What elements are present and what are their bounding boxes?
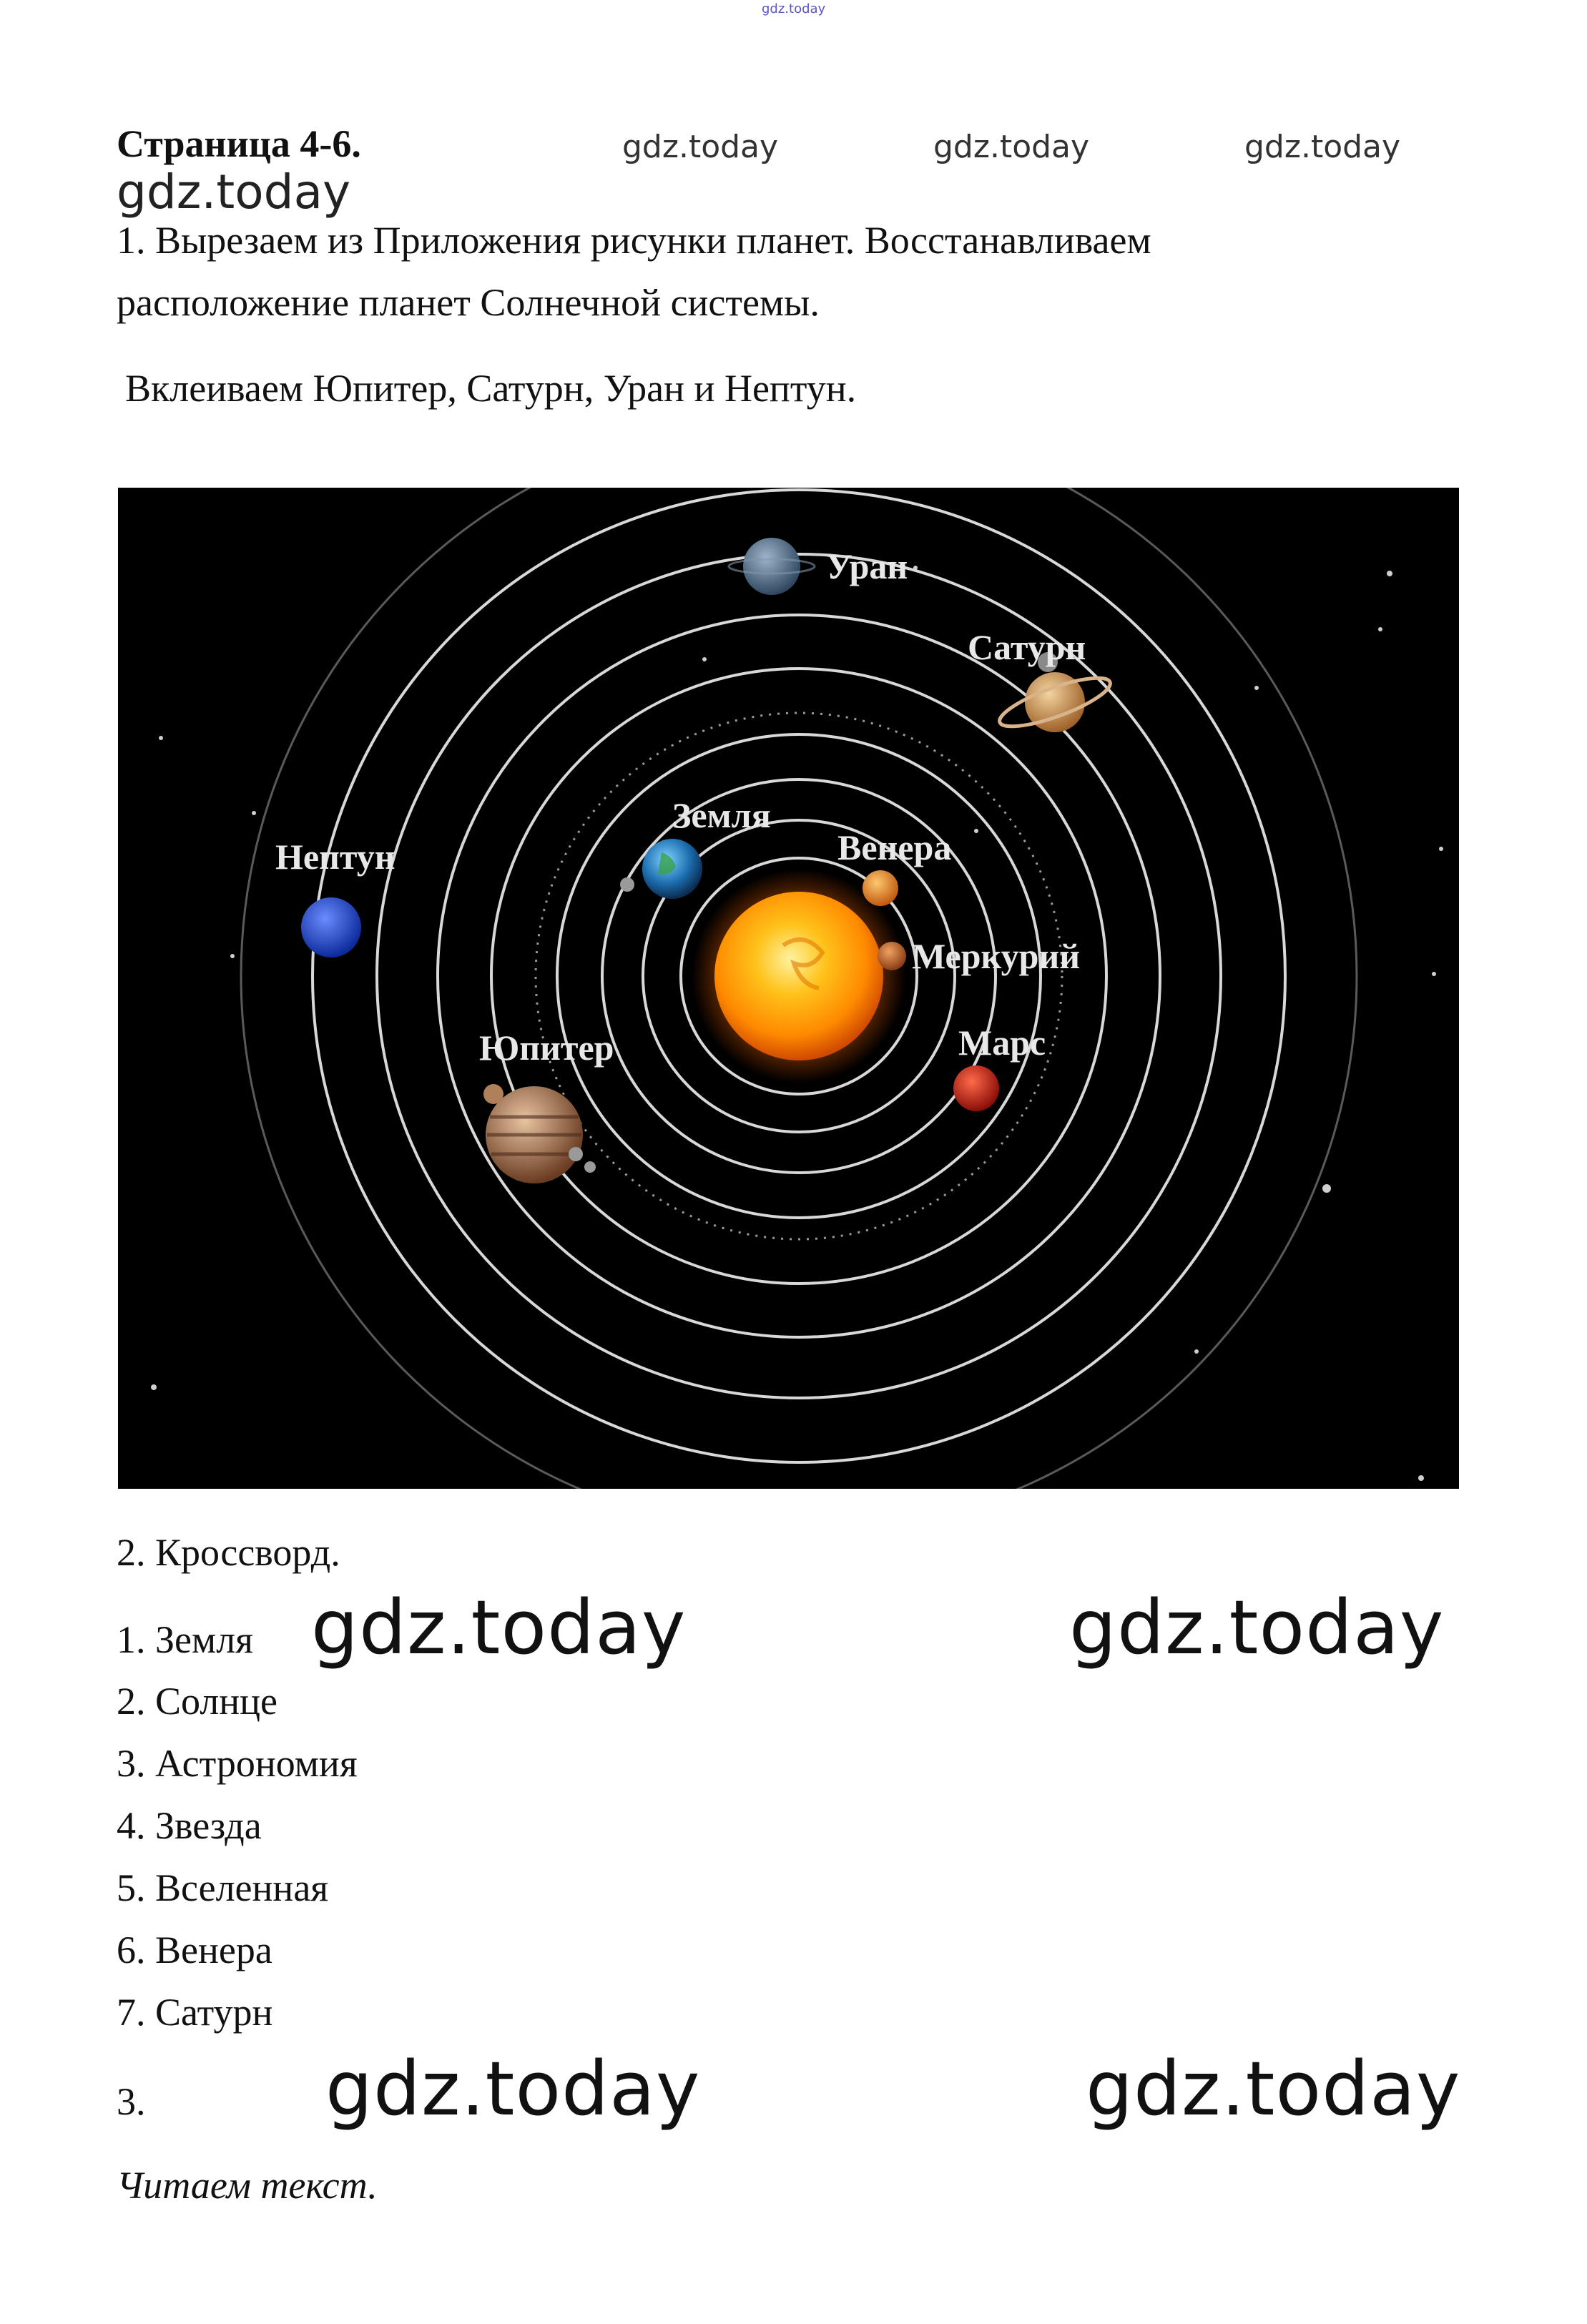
label-saturn: Сатурн bbox=[968, 627, 1086, 667]
page-title: Страница 4-6. bbox=[117, 122, 361, 165]
planet-venus bbox=[863, 870, 898, 906]
solar-system-image bbox=[118, 488, 1459, 1489]
label-uranus: Уран bbox=[826, 546, 908, 586]
crossword-answer-5: 5. Вселенная bbox=[117, 1866, 329, 1909]
watermark-task3-left: gdz.today bbox=[325, 2045, 701, 2132]
label-neptune: Нептун bbox=[275, 837, 395, 877]
label-mercury: Меркурий bbox=[912, 936, 1081, 976]
crossword-answer-6: 6. Венера bbox=[117, 1929, 272, 1971]
label-jupiter: Юпитер bbox=[479, 1028, 614, 1068]
task3-text: Читаем текст. bbox=[117, 2164, 378, 2207]
crossword-answer-1: 1. Земля bbox=[117, 1618, 253, 1661]
task1-line1: 1. Вырезаем из Приложения рисунки планет. Восстанавливаем bbox=[117, 219, 1151, 262]
task1-line3: Вклеиваем Юпитер, Сатурн, Уран и Нептун. bbox=[125, 367, 857, 410]
watermark-header-1: gdz.today bbox=[622, 129, 779, 165]
task3-number: 3. bbox=[117, 2080, 146, 2123]
watermark-header-3: gdz.today bbox=[1244, 129, 1401, 165]
watermark-header-2: gdz.today bbox=[933, 129, 1090, 165]
label-mars: Марс bbox=[958, 1023, 1046, 1063]
label-earth: Земля bbox=[672, 795, 771, 835]
planet-mercury bbox=[878, 942, 906, 970]
watermark-under-title: gdz.today bbox=[117, 164, 351, 220]
crossword-answer-4: 4. Звезда bbox=[117, 1804, 262, 1847]
watermark-top: gdz.today bbox=[762, 1, 826, 16]
label-venus: Венера bbox=[837, 827, 952, 867]
watermark-crossword-left: gdz.today bbox=[311, 1584, 687, 1671]
task2-heading: 2. Кроссворд. bbox=[117, 1531, 340, 1574]
crossword-answer-2: 2. Солнце bbox=[117, 1680, 278, 1723]
planet-mars bbox=[953, 1065, 999, 1111]
crossword-answer-3: 3. Астрономия bbox=[117, 1742, 358, 1785]
watermark-crossword-right: gdz.today bbox=[1069, 1584, 1445, 1671]
planet-neptune bbox=[301, 897, 361, 957]
watermark-task3-right: gdz.today bbox=[1086, 2045, 1461, 2132]
crossword-answer-7: 7. Сатурн bbox=[117, 1991, 273, 2034]
task1-line2: расположение планет Солнечной системы. bbox=[117, 281, 820, 324]
